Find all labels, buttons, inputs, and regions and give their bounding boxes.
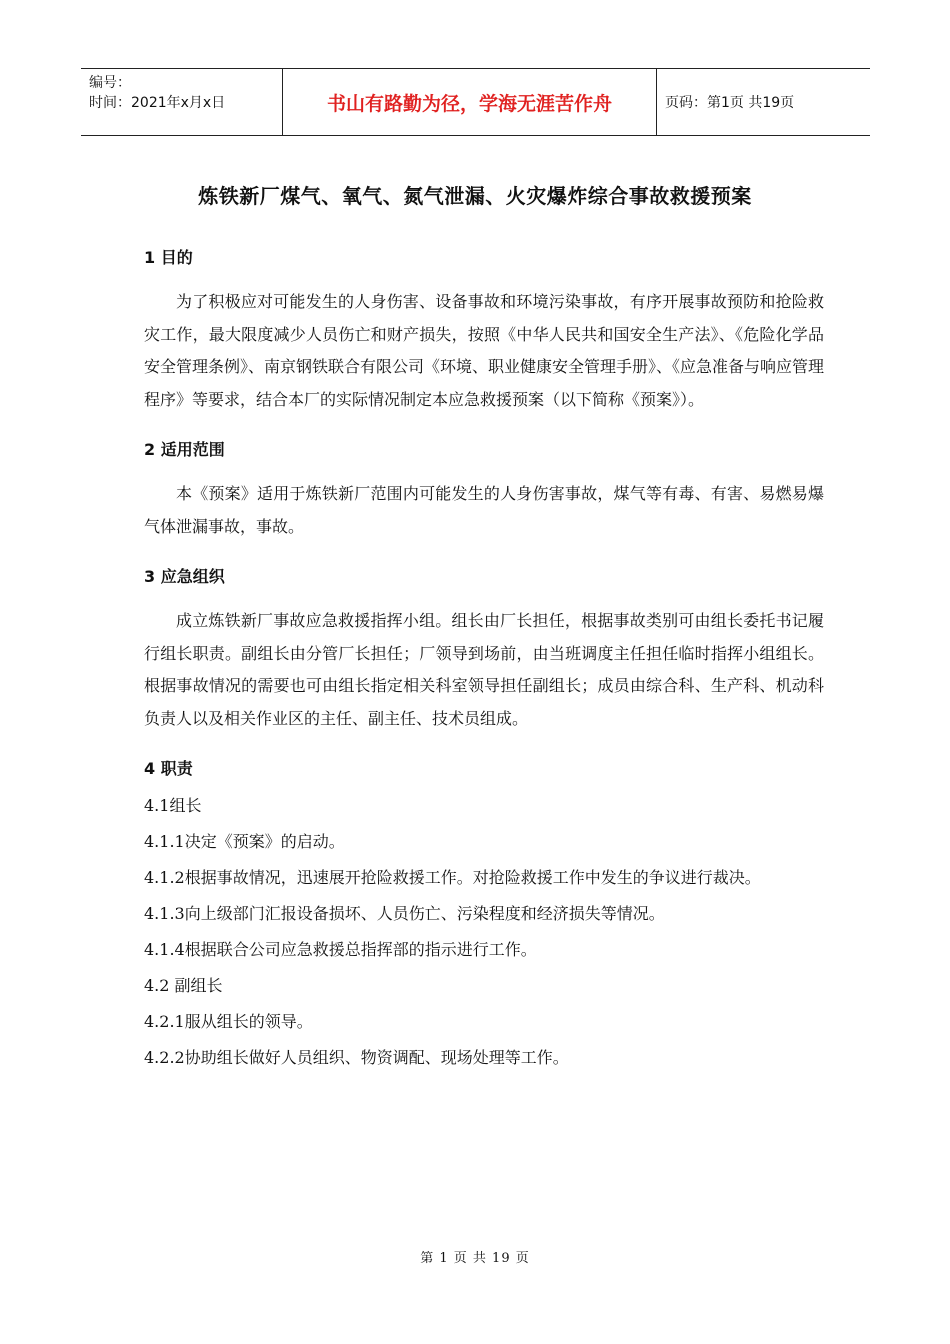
document-body xyxy=(144,246,824,1069)
section-paragraph-organization: 成立炼铁新厂事故应急救援指挥小组。组长由厂长担任，根据事故类别可由组长委托书记履行组长职责。副组长由分管厂长担任；厂领导到场前，由当班调度主任担任临时指挥小组组长。根据事故情况的需要也可由组长指定相关科室领导担任副组长；成员由综合科、生产科、机动科负责人以及相关作业区的主任、副主任、技术员组成。 xyxy=(144,611,824,728)
document-number-label: 编号： xyxy=(89,75,131,91)
section-heading-duties: 4 职责 xyxy=(144,759,193,778)
document-title: 炼铁新厂煤气、氧气、氮气泄漏、火灾爆炸综合事故救援预案 xyxy=(198,184,752,208)
list-item: 4.2 副组长 xyxy=(144,976,223,995)
section-paragraph-purpose: 为了积极应对可能发生的人身伤害、设备事故和环境污染事故，有序开展事故预防和抢险救灾工作，最大限度减少人员伤亡和财产损失，按照《中华人民共和国安全生产法》、《危险化学品安全管理条例》、南京钢铁联合有限公司《环境、职业健康安全管理手册》、《应急准备与响应管理程序》等要求，结合本厂的实际情况制定本应急救援预案（以下简称《预案》）。 xyxy=(144,292,825,409)
header-page-info: 页码：第1页 共19页 xyxy=(665,95,795,111)
list-item: 4.1.3向上级部门汇报设备损坏、人员伤亡、污染程度和经济损失等情况。 xyxy=(144,904,665,923)
document-time-label: 时间：2021年x月x日 xyxy=(89,95,226,111)
list-item: 4.2.2协助组长做好人员组织、物资调配、现场处理等工作。 xyxy=(144,1048,569,1067)
list-item: 4.1组长 xyxy=(144,796,202,815)
list-item: 4.1.1决定《预案》的启动。 xyxy=(144,832,345,851)
list-item: 4.1.4根据联合公司应急救援总指挥部的指示进行工作。 xyxy=(144,940,537,959)
list-item: 4.2.1服从组长的领导。 xyxy=(144,1012,313,1031)
page-footer: 第 1 页 共 19 页 xyxy=(420,1251,530,1266)
section-heading-purpose: 1 目的 xyxy=(144,248,193,267)
section-heading-organization: 3 应急组织 xyxy=(144,567,225,586)
section-paragraph-scope: 本《预案》适用于炼铁新厂范围内可能发生的人身伤害事故，煤气等有毒、有害、易燃易爆气体泄漏事故，事故。 xyxy=(144,484,824,536)
header-table xyxy=(81,68,870,136)
list-item: 4.1.2根据事故情况，迅速展开抢险救援工作。对抢险救援工作中发生的争议进行裁决。 xyxy=(144,868,761,887)
header-motto: 书山有路勤为径，学海无涯苦作舟 xyxy=(282,69,657,135)
section-heading-scope: 2 适用范围 xyxy=(144,440,225,459)
header-meta-cell xyxy=(81,69,282,135)
